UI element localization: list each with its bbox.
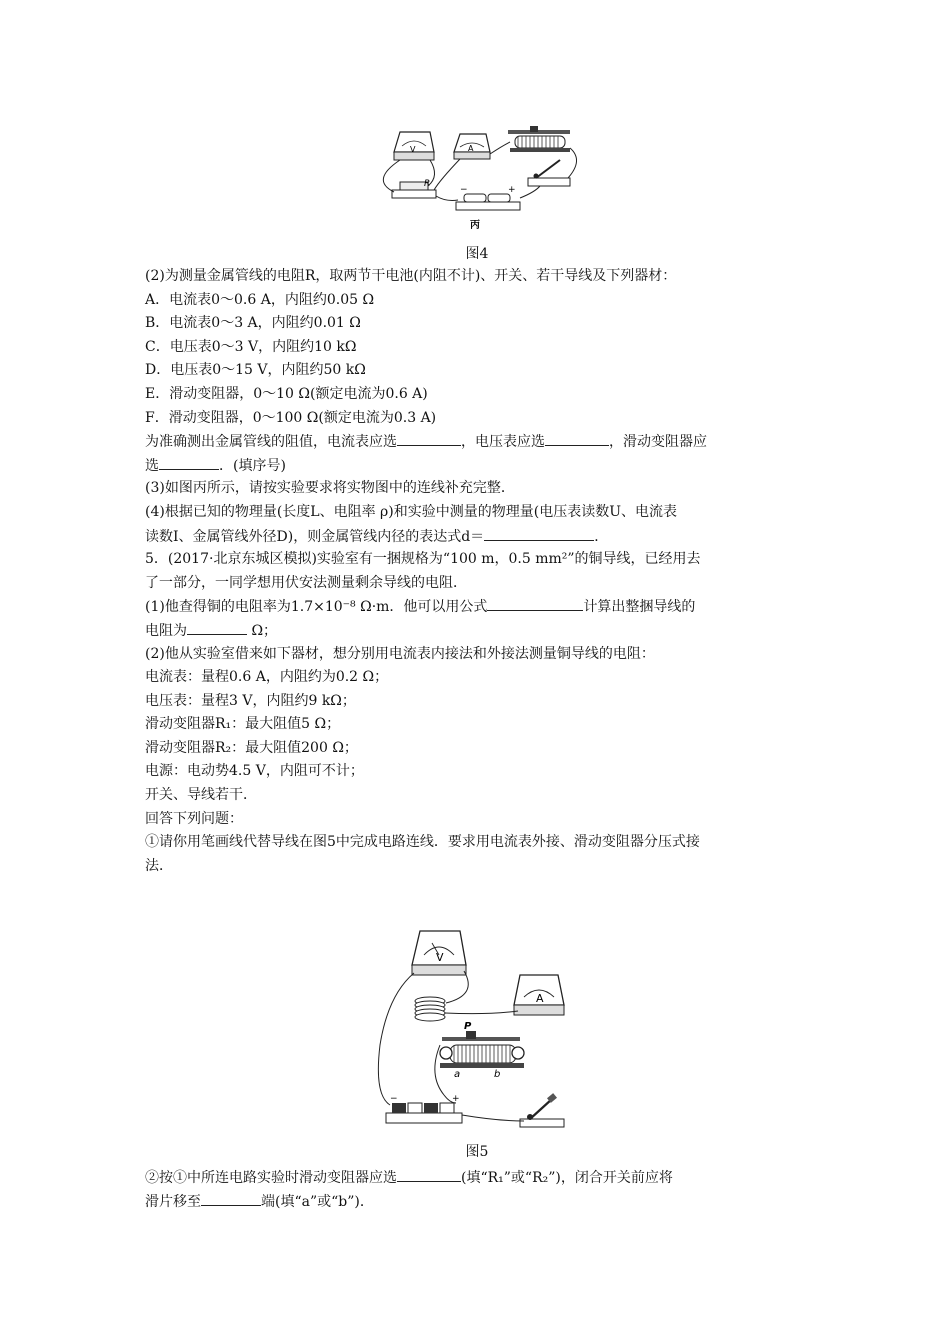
metal-tube-resistor-icon: [392, 179, 436, 198]
task2-text-a: ②按①中所连电路实验时滑动变阻器应选: [145, 1170, 397, 1186]
fig4-minus: −: [460, 185, 468, 195]
fig5-a-label: A: [536, 992, 544, 1005]
problem5-q1-a: (1)他查得铜的电阻率为1.7×10⁻⁸ Ω·m．他可以用公式: [145, 599, 488, 616]
problem5-q1-line2: [145, 619, 815, 643]
fig4-panel-label: 丙: [470, 220, 480, 231]
rheostat-icon: [440, 1021, 524, 1080]
q4-text-c: ．: [594, 528, 609, 545]
fig5-minus: −: [390, 1094, 398, 1104]
task2-text-c: 滑片移至: [145, 1193, 201, 1210]
problem5-q1-b: 计算出整捆导线的: [583, 599, 696, 616]
answer-blank-rheostat-choice[interactable]: [397, 1166, 461, 1182]
problem5-q1-c: 电阻为: [145, 622, 187, 639]
fig4-r-label: R: [424, 179, 431, 189]
figure-4-circuit-diagram: [370, 120, 585, 238]
equipment-rheostat-r2: 滑动变阻器R₂：最大阻值200 Ω；: [145, 739, 358, 756]
ammeter-icon: [514, 975, 564, 1015]
task2-text-d: 端(填“a”或“b”)．: [261, 1193, 374, 1210]
option-c: C．电压表0～3 V，内阻约10 kΩ: [145, 338, 357, 355]
q4-text-line1: (4)根据已知的物理量(长度L、电阻率 ρ)和实验中测量的物理量(电压表读数U、电流表: [145, 503, 677, 520]
answer-prompt: 回答下列问题：: [145, 810, 243, 827]
fig5-b-end-label: b: [494, 1069, 501, 1080]
equipment-rheostat-r1: 滑动变阻器R₁：最大阻值5 Ω；: [145, 716, 341, 733]
selection-question-line1: [145, 430, 815, 454]
voltmeter-icon: [394, 132, 434, 160]
question-block-top: [145, 265, 815, 878]
q2-intro: (2)为测量金属管线的电阻R，取两节干电池(内阻不计)、开关、若干导线及下列器材：: [145, 268, 677, 284]
battery-icon: [456, 185, 520, 210]
fig4-v-label: V: [410, 145, 416, 154]
problem5-q1-d: Ω；: [247, 622, 278, 639]
answer-blank-ammeter[interactable]: [397, 430, 461, 446]
selection-text-c: ，滑动变阻器应: [609, 434, 707, 451]
fig5-a-end-label: a: [454, 1069, 461, 1080]
question-block-bottom: [145, 1166, 815, 1213]
equipment-ammeter: 电流表：量程0.6 A，内阻约为0.2 Ω；: [145, 669, 389, 686]
answer-blank-formula[interactable]: [487, 595, 583, 611]
equipment-voltmeter: 电压表：量程3 V，内阻约9 kΩ；: [145, 692, 356, 709]
q3-text: (3)如图丙所示，请按实验要求将实物图中的连线补充完整．: [145, 480, 515, 497]
figure-5-circuit-diagram: [368, 925, 578, 1137]
equipment-power-source: 电源：电动势4.5 V，内阻可不计；: [145, 763, 364, 780]
problem5-q2-intro: (2)他从实验室借来如下器材，想分别用电流表内接法和外接法测量铜导线的电阻：: [145, 645, 655, 662]
task1-line1: ①请你用笔画线代替导线在图5中完成电路连线．要求用电流表外接、滑动变阻器分压式接: [145, 834, 700, 851]
figure-4-caption: 图4: [465, 246, 489, 262]
selection-text-d: 选: [145, 457, 159, 474]
problem5-line1: 5．(2017·北京东城区模拟)实验室有一捆规格为“100 m，0.5 mm²”的铜导线，已经用去: [145, 551, 701, 568]
rheostat-icon: [508, 126, 570, 152]
option-f: F．滑动变阻器，0～100 Ω(额定电流为0.3 A): [145, 409, 437, 426]
switch-icon: [528, 160, 570, 186]
option-e: E．滑动变阻器，0～10 Ω(额定电流为0.6 A): [145, 385, 428, 402]
option-b: B．电流表0～3 A，内阻约0.01 Ω: [145, 315, 361, 332]
fig4-plus: +: [508, 185, 516, 195]
fig4-a-label: A: [468, 144, 474, 153]
voltmeter-icon: [412, 931, 466, 975]
answer-blank-voltmeter[interactable]: [545, 430, 609, 446]
fig5-plus: +: [452, 1094, 460, 1104]
selection-text-a: 为准确测出金属管线的阻值，电流表应选: [145, 434, 397, 451]
switch-icon: [520, 1093, 564, 1127]
answer-blank-rheostat[interactable]: [159, 454, 219, 470]
answer-blank-slider-end[interactable]: [201, 1190, 261, 1206]
problem5-line2: 了一部分，一同学想用伏安法测量剩余导线的电阻．: [145, 574, 467, 591]
figure-5-caption: 图5: [465, 1144, 489, 1160]
task2-line2: [145, 1190, 815, 1214]
selection-text-e: ．(填序号): [219, 457, 286, 474]
equipment-switch-wires: 开关、导线若干．: [145, 787, 257, 804]
q4-text-b: 读数I、金属管线外径D)，则金属管线内径的表达式d＝: [145, 528, 485, 545]
problem5-q1-line1: [145, 595, 815, 619]
selection-question-line2: [145, 454, 815, 478]
option-a: A．电流表0～0.6 A，内阻约0.05 Ω: [145, 291, 375, 308]
option-d: D．电压表0～15 V，内阻约50 kΩ: [145, 362, 366, 379]
task2-line1: [145, 1166, 815, 1190]
q4-text-line2: [145, 525, 815, 549]
task2-text-b: (填“R₁”或“R₂”)，闭合开关前应将: [461, 1170, 673, 1186]
fig5-v-label: V: [436, 951, 444, 964]
battery-pack-icon: [386, 1094, 462, 1123]
task1-line2: 法．: [145, 857, 173, 874]
fig5-p-label: P: [464, 1021, 472, 1032]
copper-wire-coil-icon: [415, 997, 445, 1021]
answer-blank-inner-diameter[interactable]: [484, 525, 594, 541]
ammeter-icon: [454, 134, 490, 159]
answer-blank-resistance[interactable]: [187, 619, 247, 635]
selection-text-b: ，电压表应选: [461, 434, 545, 451]
